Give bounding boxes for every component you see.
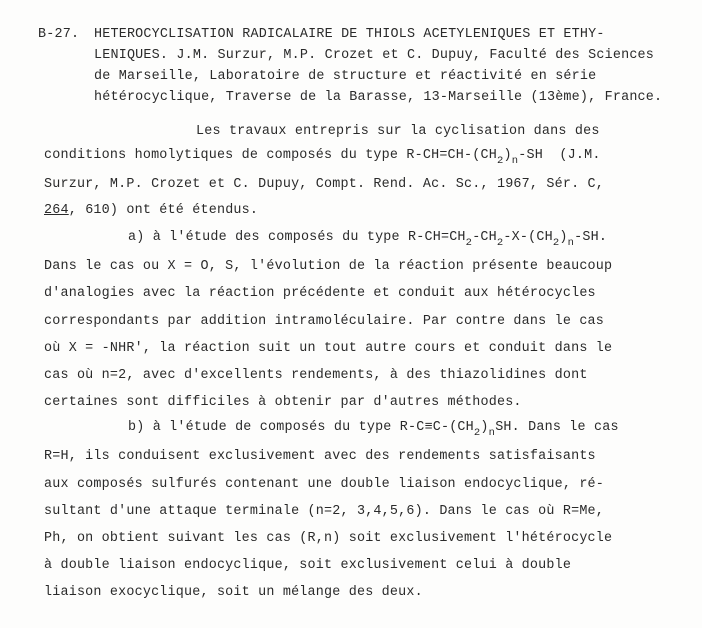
part-a-line-3: d'analogies avec la réaction précédente et conduit aux hétérocycles: [44, 286, 596, 301]
affiliation-line-1: de Marseille, Laboratoire de structure et réactivité en série: [94, 69, 597, 84]
part-b-line-5: Ph, on obtient suivant les cas (R,n) soit exclusivement l'hétérocycle: [44, 531, 613, 546]
abstract-title-line-2: [94, 48, 654, 64]
abstract-ref: B-27.: [38, 27, 80, 42]
intro-line-3: Surzur, M.P. Crozet et C. Dupuy, Compt. Rend. Ac. Sc., 1967, Sér. C,: [44, 177, 605, 192]
affiliation-line-2: hétérocyclique, Traverse de la Barasse, 13-Marseille (13ème), France.: [94, 90, 663, 105]
part-b-line-3: aux composés sulfurés contenant une double liaison endocyclique, ré-: [44, 477, 605, 492]
part-b-line-7: liaison exocyclique, soit un mélange des deux.: [44, 585, 423, 600]
intro-line-1: Les travaux entrepris sur la cyclisation dans des: [196, 124, 600, 139]
title-end: LENIQUES.: [94, 48, 169, 63]
part-b-line-2: R=H, ils conduisent exclusivement avec des rendements satisfaisants: [44, 449, 596, 464]
intro-line-4: 264, 610) ont été étendus.: [44, 203, 259, 218]
volume-number: 264: [44, 203, 69, 218]
part-b-line-6: à double liaison endocyclique, soit exclusivement celui à double: [44, 558, 572, 573]
abstract-title-line-1: HETEROCYCLISATION RADICALAIRE DE THIOLS ACETYLENIQUES ET ETHY-: [94, 27, 605, 42]
part-b-line-1: b) à l'étude de composés du type $R-C\equiv C-(CH_2)_nSH$. Dans le cas: [128, 420, 619, 439]
part-a-line-1: a) à l'étude des composés du type $R-CH=CH_2-CH_2-X-(CH_2)_n-SH$.: [128, 230, 608, 249]
intro-line-2: conditions homolytiques de composés du type $R-CH=CH-(CH_2)_n-SH$ (J.M.: [44, 148, 601, 167]
part-a-line-2: Dans le cas ou X = O, S, l'évolution de la réaction présente beaucoup: [44, 259, 613, 274]
part-a-line-5: où X = -NHR', la réaction suit un tout autre cours et conduit dans le: [44, 341, 613, 356]
part-a-line-6: cas où n=2, avec d'excellents rendements, à des thiazolidines dont: [44, 368, 588, 383]
authors: J.M. Surzur, M.P. Crozet et C. Dupuy, Faculté des Sciences: [168, 48, 655, 63]
part-a-line-4: correspondants par addition intramoléculaire. Par contre dans le cas: [44, 314, 605, 329]
part-b-line-4: sultant d'une attaque terminale (n=2, 3,4,5,6). Dans le cas où R=Me,: [44, 504, 605, 519]
part-a-line-7: certaines sont difficiles à obtenir par d'autres méthodes.: [44, 395, 522, 410]
